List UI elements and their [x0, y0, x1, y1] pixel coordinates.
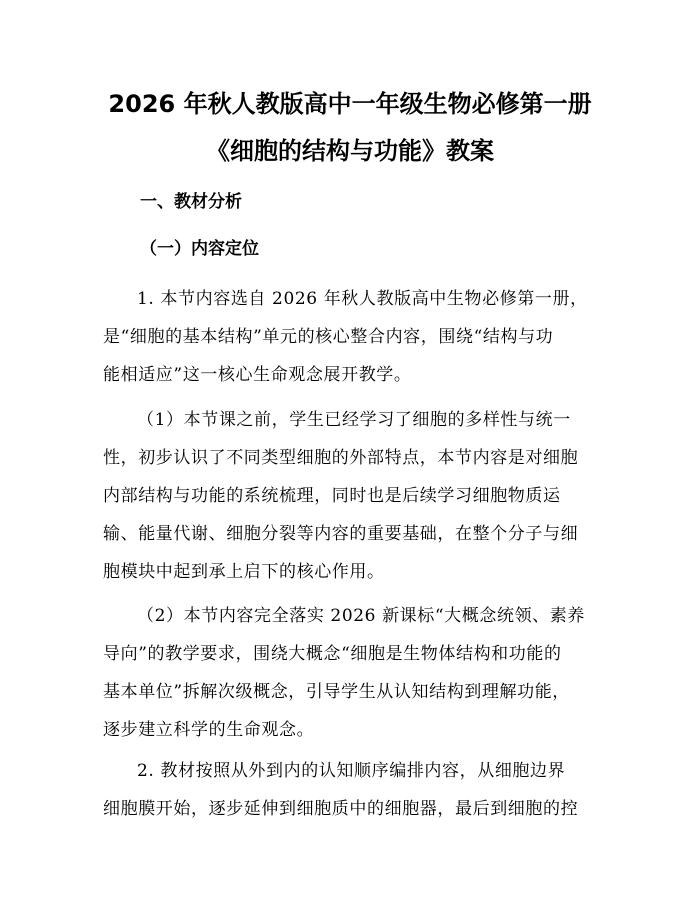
document-title-line-1: 2026 年秋人教版高中一年级生物必修第一册 [108, 90, 592, 118]
section-heading: 一、教材分析 [140, 192, 242, 212]
paragraph-line: 输、能量代谢、细胞分裂等内容的重要基础，在整个分子与细 [103, 524, 579, 544]
paragraph-line: 2. 教材按照从外到内的认知顺序编排内容，从细胞边界 [137, 761, 566, 781]
paragraph-line: 细胞膜开始，逐步延伸到细胞质中的细胞器，最后到细胞的控 [103, 799, 579, 819]
paragraph-line: （1）本节课之前，学生已经学习了细胞的多样性与统一 [137, 410, 571, 430]
paragraph-line: 内部结构与功能的系统梳理，同时也是后续学习细胞物质运 [103, 486, 561, 506]
paragraph-line: 基本单位”拆解次级概念，引导学生从认知结构到理解功能， [103, 682, 570, 702]
paragraph-line: 胞模块中起到承上启下的核心作用。 [103, 562, 385, 582]
paragraph-1 [103, 280, 601, 394]
document-title-line-2: 《细胞的结构与功能》教案 [206, 137, 494, 165]
paragraph-line: （2）本节内容完全落实 2026 新课标“大概念统领、素养 [137, 606, 585, 626]
paragraph-2 [103, 401, 601, 591]
paragraph-line: 导向”的教学要求，围绕大概念“细胞是生物体结构和功能的 [103, 644, 562, 664]
paragraph-3 [103, 597, 601, 749]
paragraph-4 [103, 752, 601, 828]
paragraph-line: 逐步建立科学的生命观念。 [103, 720, 315, 740]
paragraph-line: 是“细胞的基本结构”单元的核心整合内容，围绕“结构与功 [103, 327, 554, 347]
paragraph-line: 1. 本节内容选自 2026 年秋人教版高中生物必修第一册， [137, 289, 588, 309]
subsection-heading: （一）内容定位 [140, 239, 259, 259]
paragraph-line: 能相适应”这一核心生命观念展开教学。 [103, 365, 412, 385]
paragraph-line: 性，初步认识了不同类型细胞的外部特点，本节内容是对细胞 [103, 448, 579, 468]
